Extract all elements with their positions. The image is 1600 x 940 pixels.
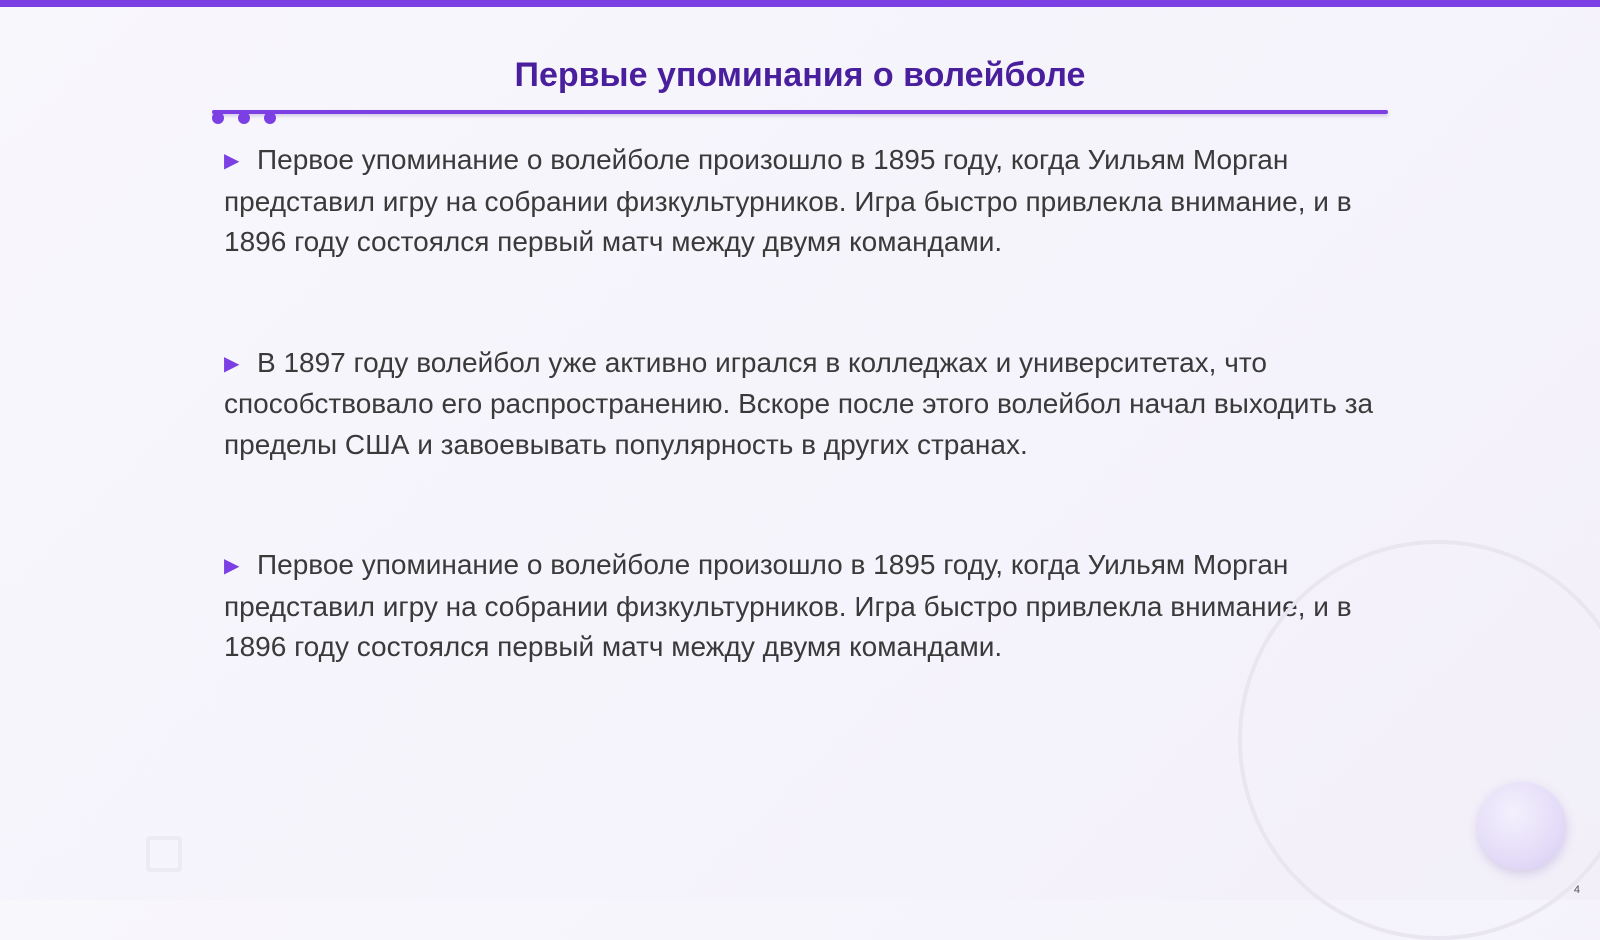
slide-number: 4: [1573, 884, 1580, 896]
triangle-right-icon: ▶: [224, 150, 240, 172]
bullet-text: Первое упоминание о волейболе произошло в 1895 году, когда Уильям Морган представил игру на собрании физкультурников. Игра быстро привлекла внимание, и в 1896 году состоялся первый матч между двумя командами.: [224, 549, 1352, 662]
triangle-right-icon: ▶: [224, 352, 240, 375]
decorative-bubble: [1478, 782, 1566, 870]
top-accent-bar: [0, 0, 1600, 7]
bullet-item: [224, 545, 1384, 668]
underline-dot: [264, 112, 276, 124]
bullet-item: [224, 140, 1384, 263]
bullet-text: В 1897 году волейбол уже активно игрался в колледжах и университетах, что способствовало его распространению. Вскоре после этого волейбол начал выходить за пределы США и завоевывать популярность в других странах.: [224, 346, 1374, 460]
bullet-item: [224, 343, 1384, 466]
decorative-square: [146, 836, 182, 872]
underline-dot: [238, 112, 250, 124]
bullet-text: Первое упоминание о волейболе произошло в 1895 году, когда Уильям Морган представил игру на собрании физкультурников. Игра быстро привлекла внимание, и в 1896 году состоялся первый матч между двумя командами.: [224, 144, 1352, 257]
triangle-right-icon: ▶: [224, 555, 240, 577]
underline-dot: [212, 112, 224, 124]
slide-title: Первые упоминания о волейболе: [514, 56, 1086, 94]
bullet-list: [224, 140, 1384, 748]
title-underline: [212, 110, 1388, 114]
